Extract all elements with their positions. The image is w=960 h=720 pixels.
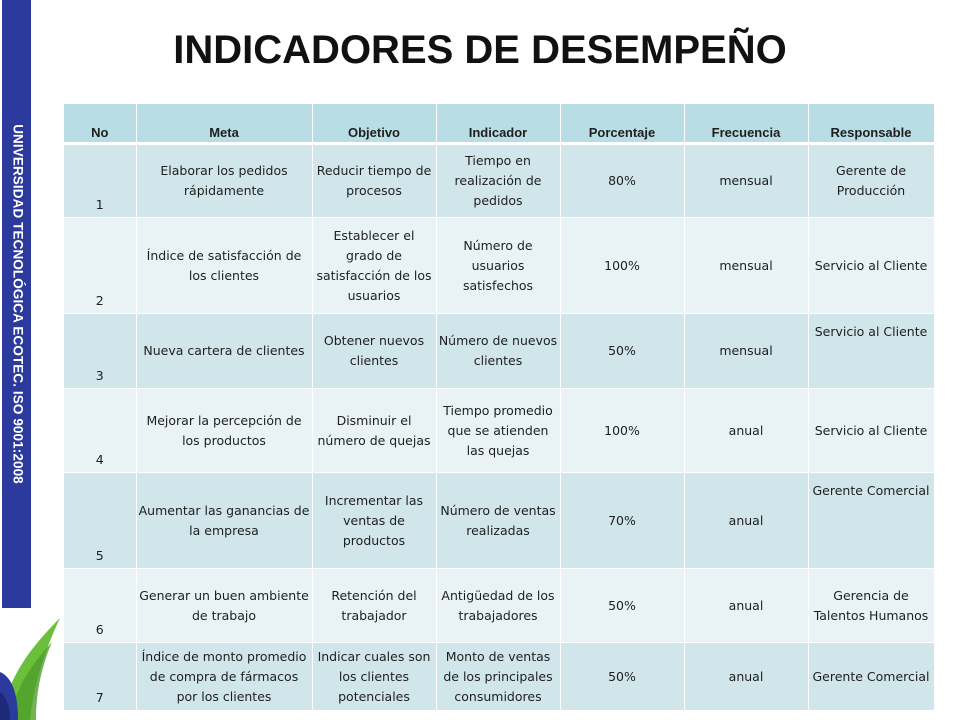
row-objetivo: Obtener nuevos clientes <box>312 314 436 389</box>
row-responsable: Servicio al Cliente <box>808 389 934 473</box>
row-meta: Aumentar las ganancias de la empresa <box>136 473 312 569</box>
row-porcentaje: 70% <box>560 473 684 569</box>
row-porcentaje: 100% <box>560 389 684 473</box>
row-no: 7 <box>64 643 136 711</box>
header-indicador: Indicador <box>436 104 560 144</box>
row-indicador: Monto de ventas de los principales consumidores <box>436 643 560 711</box>
row-objetivo: Indicar cuales son los clientes potenciales <box>312 643 436 711</box>
row-responsable: Gerente Comercial <box>808 473 934 569</box>
row-frecuencia: mensual <box>684 218 808 314</box>
row-porcentaje: 50% <box>560 569 684 643</box>
table-row <box>64 314 934 389</box>
row-objetivo: Retención del trabajador <box>312 569 436 643</box>
row-no: 3 <box>64 314 136 389</box>
row-indicador: Número de ventas realizadas <box>436 473 560 569</box>
table-row <box>64 144 934 218</box>
row-porcentaje: 50% <box>560 314 684 389</box>
row-no: 5 <box>64 473 136 569</box>
leaf-logo-icon <box>0 612 64 720</box>
row-indicador: Número de nuevos clientes <box>436 314 560 389</box>
row-responsable: Gerente Comercial <box>808 643 934 711</box>
header-objetivo: Objetivo <box>312 104 436 144</box>
row-frecuencia: mensual <box>684 144 808 218</box>
row-meta: Índice de satisfacción de los clientes <box>136 218 312 314</box>
row-frecuencia: anual <box>684 569 808 643</box>
row-indicador: Número de usuarios satisfechos <box>436 218 560 314</box>
row-responsable: Gerente de Producción <box>808 144 934 218</box>
row-meta: Índice de monto promedio de compra de fármacos por los clientes <box>136 643 312 711</box>
table-row <box>64 473 934 569</box>
row-objetivo: Reducir tiempo de procesos <box>312 144 436 218</box>
row-porcentaje: 100% <box>560 218 684 314</box>
row-meta: Nueva cartera de clientes <box>136 314 312 389</box>
table-header-row <box>64 104 934 144</box>
row-indicador: Antigüedad de los trabajadores <box>436 569 560 643</box>
row-objetivo: Disminuir el número de quejas <box>312 389 436 473</box>
row-indicador: Tiempo en realización de pedidos <box>436 144 560 218</box>
row-porcentaje: 50% <box>560 643 684 711</box>
row-responsable: Servicio al Cliente <box>808 314 934 389</box>
table-row <box>64 569 934 643</box>
row-frecuencia: mensual <box>684 314 808 389</box>
row-meta: Elaborar los pedidos rápidamente <box>136 144 312 218</box>
header-meta: Meta <box>136 104 312 144</box>
row-porcentaje: 80% <box>560 144 684 218</box>
header-porcentaje: Porcentaje <box>560 104 684 144</box>
university-name: UNIVERSIDAD TECNOLÓGICA ECOTEC. ISO 9001:2008 <box>10 124 26 484</box>
row-no: 4 <box>64 389 136 473</box>
table-row <box>64 389 934 473</box>
row-frecuencia: anual <box>684 473 808 569</box>
row-no: 6 <box>64 569 136 643</box>
page-title: INDICADORES DE DESEMPEÑO <box>173 28 787 72</box>
row-objetivo: Establecer el grado de satisfacción de los usuarios <box>312 218 436 314</box>
table-row <box>64 218 934 314</box>
row-no: 2 <box>64 218 136 314</box>
header-no: No <box>64 104 136 144</box>
table-row <box>64 643 934 711</box>
row-meta: Generar un buen ambiente de trabajo <box>136 569 312 643</box>
row-no: 1 <box>64 144 136 218</box>
row-frecuencia: anual <box>684 643 808 711</box>
row-responsable: Servicio al Cliente <box>808 218 934 314</box>
university-sidebar-band <box>2 0 31 608</box>
row-responsable: Gerencia de Talentos Humanos <box>808 569 934 643</box>
header-responsable: Responsable <box>808 104 934 144</box>
row-meta: Mejorar la percepción de los productos <box>136 389 312 473</box>
row-objetivo: Incrementar las ventas de productos <box>312 473 436 569</box>
header-frecuencia: Frecuencia <box>684 104 808 144</box>
row-indicador: Tiempo promedio que se atienden las quejas <box>436 389 560 473</box>
row-frecuencia: anual <box>684 389 808 473</box>
indicators-table <box>64 104 935 711</box>
